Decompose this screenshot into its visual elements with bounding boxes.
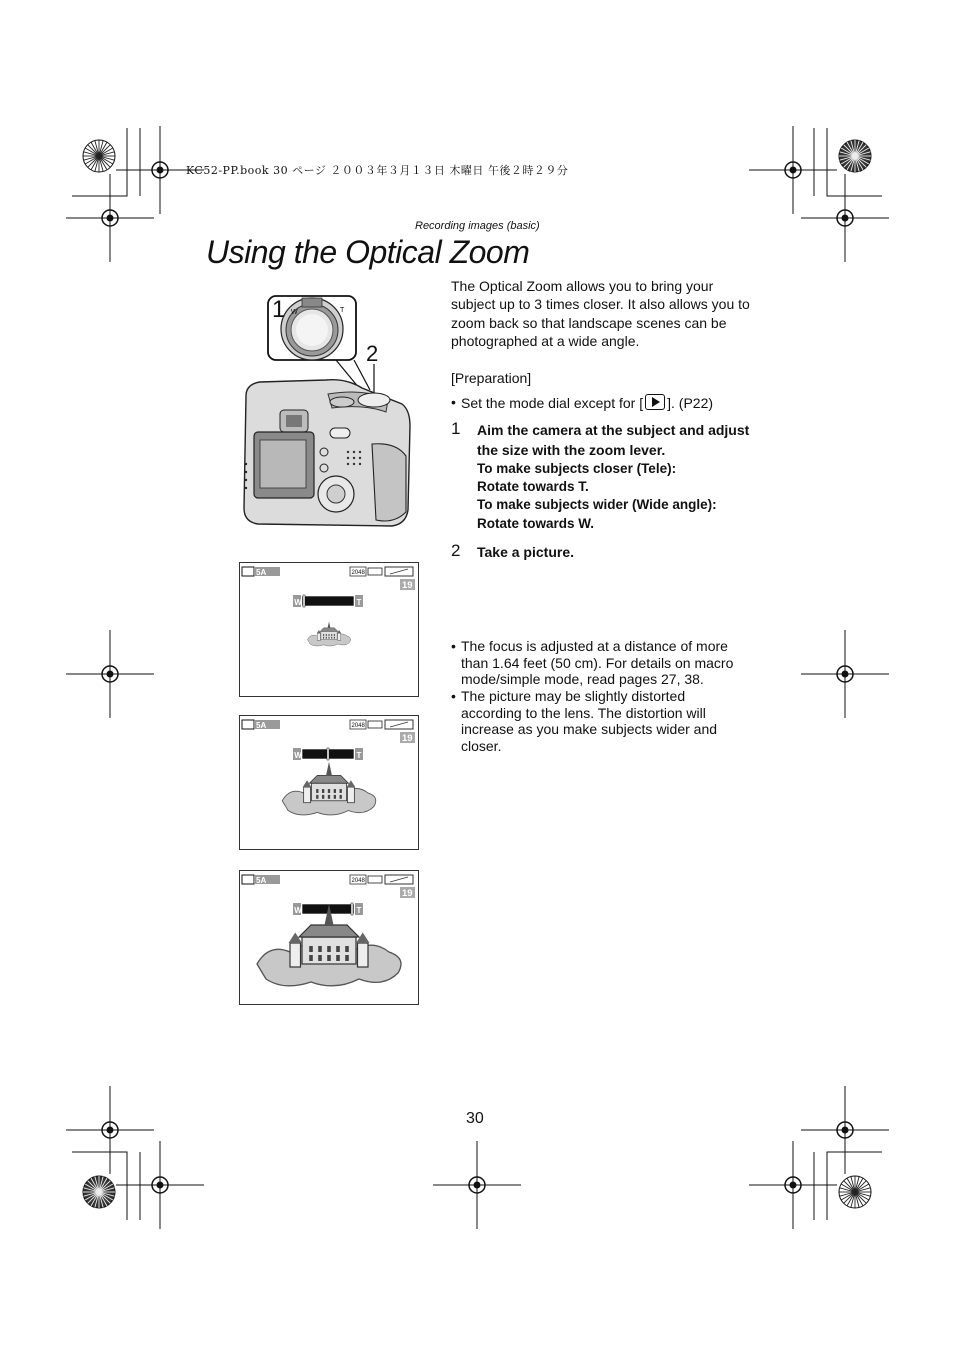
mode-text: 5A [256, 721, 267, 730]
crosshair-mark [749, 1141, 837, 1229]
quality-icon [368, 876, 382, 883]
resolution-text: 2048 [351, 878, 365, 884]
star-target-mark [83, 1176, 115, 1208]
star-target-mark [839, 140, 871, 172]
lever-w-label: W [291, 309, 298, 316]
quality-icon [368, 721, 382, 728]
resolution-text: 2048 [351, 570, 365, 576]
crosshair-mark [433, 1141, 521, 1229]
star-target-mark [83, 140, 115, 172]
lcd-screen-mid [239, 715, 419, 850]
page-title: Using the Optical Zoom [206, 234, 530, 270]
camera-illustration [236, 292, 416, 540]
page-number: 30 [466, 1110, 484, 1127]
running-head: Recording images (basic) [415, 220, 540, 232]
zoom-t-label: T [356, 598, 362, 607]
zoom-w-label: W [294, 751, 302, 760]
playback-mode-icon [645, 394, 665, 410]
intro-paragraph: The Optical Zoom allows you to bring your subject up to 3 times closer. It also allows you to zoom back so that landscape scenes can be photographed at a wide angle. [451, 278, 750, 349]
crosshair-mark [66, 630, 154, 718]
note-focus-text: The focus is adjusted at a distance of more than 1.64 feet (50 cm). For details on macro mode/simple mode, read pages 27, 38. [461, 638, 734, 687]
camera-mode-icon [242, 875, 254, 884]
star-target-mark [839, 1176, 871, 1208]
callout-1: 1 [272, 296, 286, 323]
castle-scene [257, 904, 401, 986]
camera-mode-icon [242, 567, 254, 576]
lcd-screen-wide [239, 562, 419, 697]
prep-text-after: ]. (P22) [667, 395, 714, 411]
remaining-count: 19 [402, 888, 413, 899]
callout-2: 2 [366, 341, 379, 366]
step-2-number: 2 [451, 541, 461, 560]
wide-label: To make subjects wider (Wide angle): [477, 497, 717, 513]
zoom-t-label: T [356, 906, 362, 915]
prep-text-before: Set the mode dial except for [ [461, 395, 644, 411]
lever-t-label: T [340, 307, 345, 314]
crosshair-mark [66, 1086, 154, 1174]
step-1-text: Aim the camera at the subject and adjust the size with the zoom lever. [477, 422, 750, 458]
quality-icon [368, 568, 382, 575]
note-distortion-text: The picture may be slightly distorted according to the lens. The distortion will increase as you make subjects wider and closer. [461, 688, 718, 754]
tele-action: Rotate towards T. [477, 479, 589, 495]
tele-label: To make subjects closer (Tele): [477, 461, 677, 476]
mode-text: 5A [256, 876, 267, 885]
mode-text: 5A [256, 568, 267, 577]
step-1-number: 1 [451, 419, 461, 438]
remaining-count: 19 [402, 580, 413, 591]
crosshair-mark [749, 126, 837, 214]
zoom-w-label: W [294, 906, 302, 915]
zoom-bar-track [302, 596, 354, 606]
resolution-text: 2048 [351, 723, 365, 729]
castle-scene [307, 622, 350, 647]
zoom-position-marker [303, 595, 305, 607]
wide-action: Rotate towards W. [477, 515, 595, 531]
step-1 [477, 421, 752, 533]
zoom-w-label: W [294, 598, 302, 607]
print-header-line: KC52-PP.book 30 ページ ２００３年３月１３日 木曜日 午後２時２９分 [186, 164, 569, 177]
zoom-position-marker [327, 748, 329, 760]
crosshair-mark [116, 1141, 204, 1229]
crosshair-mark [66, 174, 154, 262]
crosshair-mark [801, 630, 889, 718]
castle-scene [282, 762, 376, 815]
preparation-label: [Preparation] [451, 370, 532, 386]
lcd-screen-tele [239, 870, 419, 1005]
zoom-t-label: T [356, 751, 362, 760]
zoom-position-marker [351, 903, 353, 915]
camera-mode-icon [242, 720, 254, 729]
remaining-count: 19 [402, 733, 413, 744]
step-2-text: Take a picture. [477, 544, 575, 560]
